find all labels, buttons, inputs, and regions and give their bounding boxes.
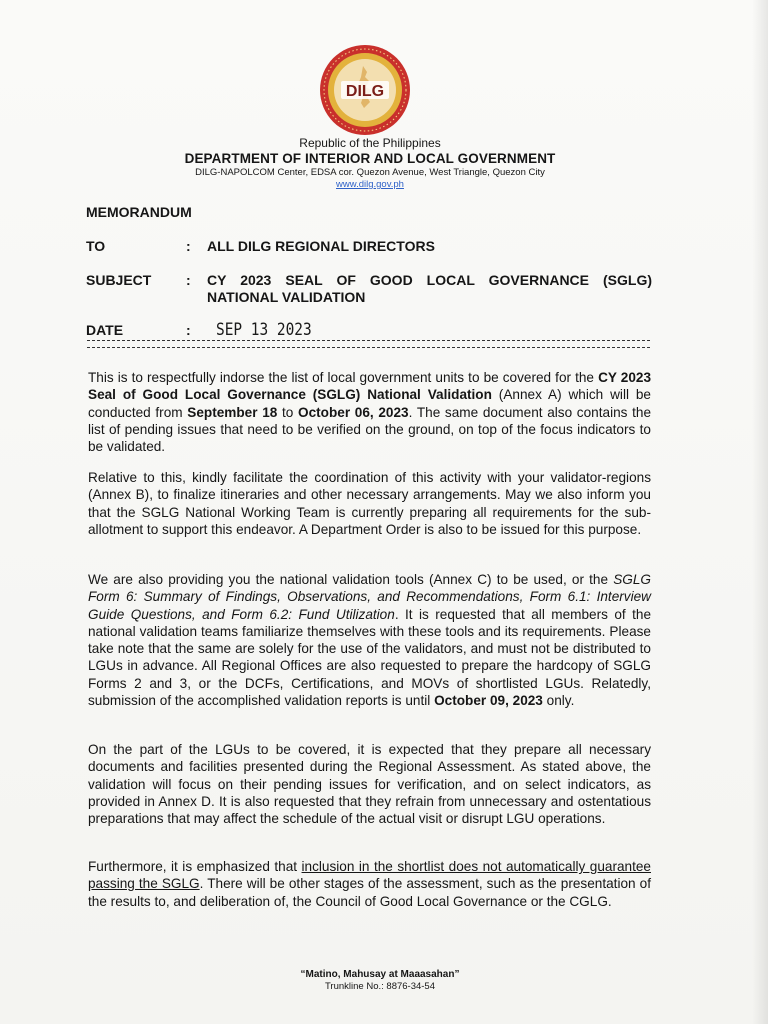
dilg-seal-logo [319, 44, 411, 136]
paragraph-3: We are also providing you the national validation tools (Annex C) to be used, or the SGLG Form 6: Summary of Findings, Observations, and Recommendations, Form 6.1: Interview Guide Questions, and Form 6.2: Fund Utilization. It is requested that all members of the national validation teams familiarize themselves with these tools and its requirements. Please take note that the same are solely for the use of the validators, and must not be distributed to LGUs in advance. All Regional Offices are also requested to prepare the hardcopy of SGLG Forms 2 and 3, or the DCFs, Certifications, and MOVs of shortlisted LGUs. Relatedly, submission of the accomplished validation reports is until October 09, 2023 only. [88, 572, 652, 709]
footer-motto: “Matino, Mahusay at Maaasahan” [300, 969, 460, 980]
letterhead [120, 136, 620, 191]
subject-label: SUBJECT [86, 272, 152, 288]
subject-colon: : [186, 272, 191, 288]
date-stamp: SEP 13 2023 [216, 320, 312, 340]
website-link[interactable]: www.dilg.gov.ph [336, 179, 404, 190]
footer-trunkline: Trunkline No.: 8876-34-54 [324, 981, 435, 992]
subject-value: CY 2023 SEAL OF GOOD LOCAL GOVERNANCE (SGLG) NATIONAL VALIDATION [207, 272, 652, 305]
department-address: DILG-NAPOLCOM Center, EDSA cor. Quezon Avenue, West Triangle, Quezon City [195, 167, 545, 178]
to-colon: : [186, 238, 191, 254]
to-label: TO [86, 238, 106, 254]
paragraph-2: Relative to this, kindly facilitate the coordination of this activity with your validator-regions (Annex B), to finalize itineraries and other necessary arrangements. May we also inform you that the SGLG National Working Team is currently preparing all requirements for the sub-allotment to support this endeavor. A Department Order is also to be issued for this purpose. [88, 470, 651, 537]
underlined-emphasis: inclusion in the shortlist does not automatically guarantee passing the SGLG [88, 859, 651, 892]
memo-title: MEMORANDUM [86, 204, 192, 220]
header-divider [87, 340, 650, 348]
paragraph-1: This is to respectfully indorse the list of local government units to be covered for the CY 2023 Seal of Good Local Governance (SGLG) National Validation (Annex A) which will be conducted from September 18 to October 06, 2023. The same document also contains the list of pending issues that need to be verified on the ground, on top of the focus indicators to be validated. [88, 370, 652, 455]
department-name: DEPARTMENT OF INTERIOR AND LOCAL GOVERNMENT [184, 151, 556, 166]
to-value: ALL DILG REGIONAL DIRECTORS [207, 238, 435, 254]
paragraph-5: Furthermore, it is emphasized that inclusion in the shortlist does not automatically guarantee passing the SGLG. There will be other stages of the assessment, such as the presentation of the results to, and deliberation of, the Council of Good Local Governance or the CGLG. [88, 859, 651, 909]
date-colon: : [186, 322, 191, 338]
republic-line: Republic of the Philippines [299, 136, 441, 150]
footer [180, 968, 580, 993]
page-edge-shadow [752, 0, 768, 1024]
paragraph-4: On the part of the LGUs to be covered, it is expected that they prepare all necessary documents and facilities presented during the Regional Assessment. As stated above, the validation will focus on their pending issues for verification, and on select indicators, as provided in Annex D. It is also requested that they refrain from unnecessary and ostentatious preparations that may affect the schedule of the actual visit or disrupt LGU operations. [88, 742, 651, 827]
seal-acronym: DILG [345, 83, 385, 100]
date-label: DATE [86, 322, 124, 338]
